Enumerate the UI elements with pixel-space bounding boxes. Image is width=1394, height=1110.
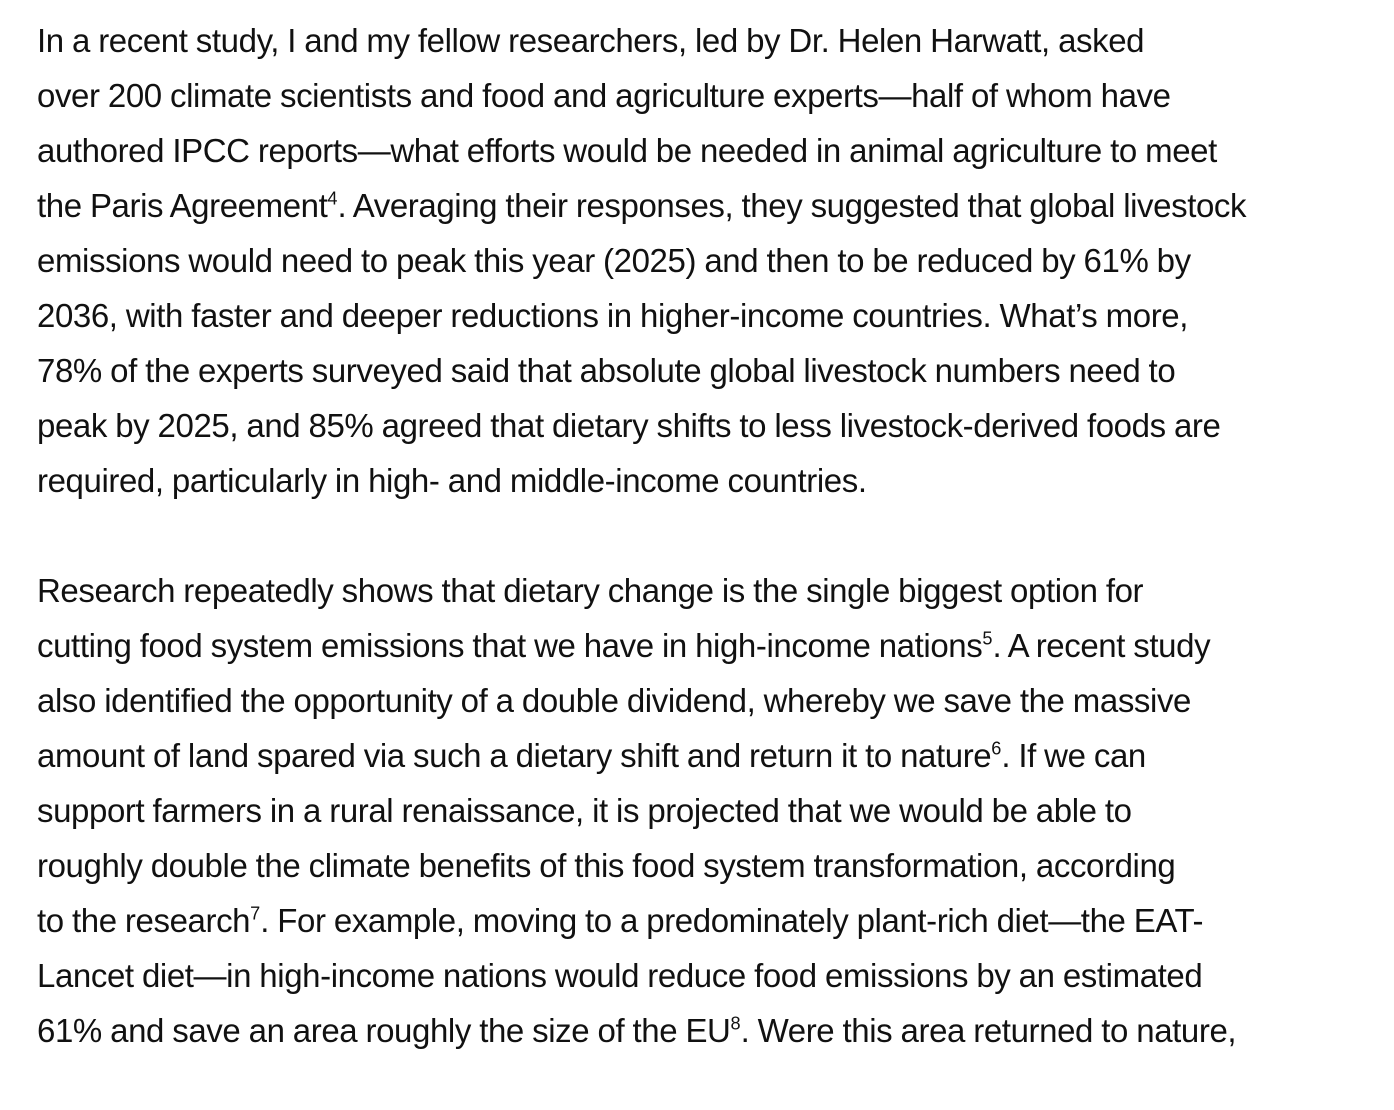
footnote-ref-8: 8 [730,1013,741,1034]
text-segment: . Were this area returned to nature, [740,1012,1237,1049]
footnote-ref-4: 4 [327,188,338,209]
text-line: roughly double the climate benefits of this food system transformation, according [37,847,1176,884]
text-line: 78% of the experts surveyed said that absolute global livestock numbers need to [37,352,1176,389]
text-line: support farmers in a rural renaissance, it is projected that we would be able to [37,792,1132,829]
text-line: 2036, with faster and deeper reductions in higher-income countries. What’s more, [37,297,1189,334]
footnote-ref-6: 6 [991,738,1002,759]
text-segment: . For example, moving to a predominately plant-rich diet—the EAT- [260,902,1204,939]
text-line [37,618,1377,673]
article-body [37,13,1377,1058]
text-line: peak by 2025, and 85% agreed that dietary shifts to less livestock-derived foods are [37,407,1221,444]
text-segment: the Paris Agreement [37,187,328,224]
footnote-ref-5: 5 [982,628,993,649]
text-line: over 200 climate scientists and food and agriculture experts—half of whom have [37,77,1171,114]
footnote-ref-7: 7 [250,903,261,924]
text-segment: cutting food system emissions that we have in high-income nations [37,627,983,664]
paragraph-1 [37,13,1377,508]
paragraph-2 [37,563,1377,1058]
text-segment: to the research [37,902,251,939]
text-line [37,1003,1377,1058]
text-segment: . Averaging their responses, they suggested that global livestock [337,187,1247,224]
text-line [37,178,1377,233]
text-segment: . A recent study [992,627,1211,664]
text-segment: amount of land spared via such a dietary shift and return it to nature [37,737,992,774]
text-line: Lancet diet—in high-income nations would reduce food emissions by an estimated [37,957,1203,994]
text-segment: 61% and save an area roughly the size of the EU [37,1012,731,1049]
text-segment: . If we can [1001,737,1146,774]
text-line: required, particularly in high- and middle-income countries. [37,462,867,499]
text-line: In a recent study, I and my fellow researchers, led by Dr. Helen Harwatt, asked [37,22,1145,59]
text-line: emissions would need to peak this year (2025) and then to be reduced by 61% by [37,242,1191,279]
text-line: Research repeatedly shows that dietary change is the single biggest option for [37,572,1144,609]
text-line: authored IPCC reports—what efforts would be needed in animal agriculture to meet [37,132,1217,169]
text-line: also identified the opportunity of a double dividend, whereby we save the massive [37,682,1191,719]
text-line [37,728,1377,783]
text-line [37,893,1377,948]
